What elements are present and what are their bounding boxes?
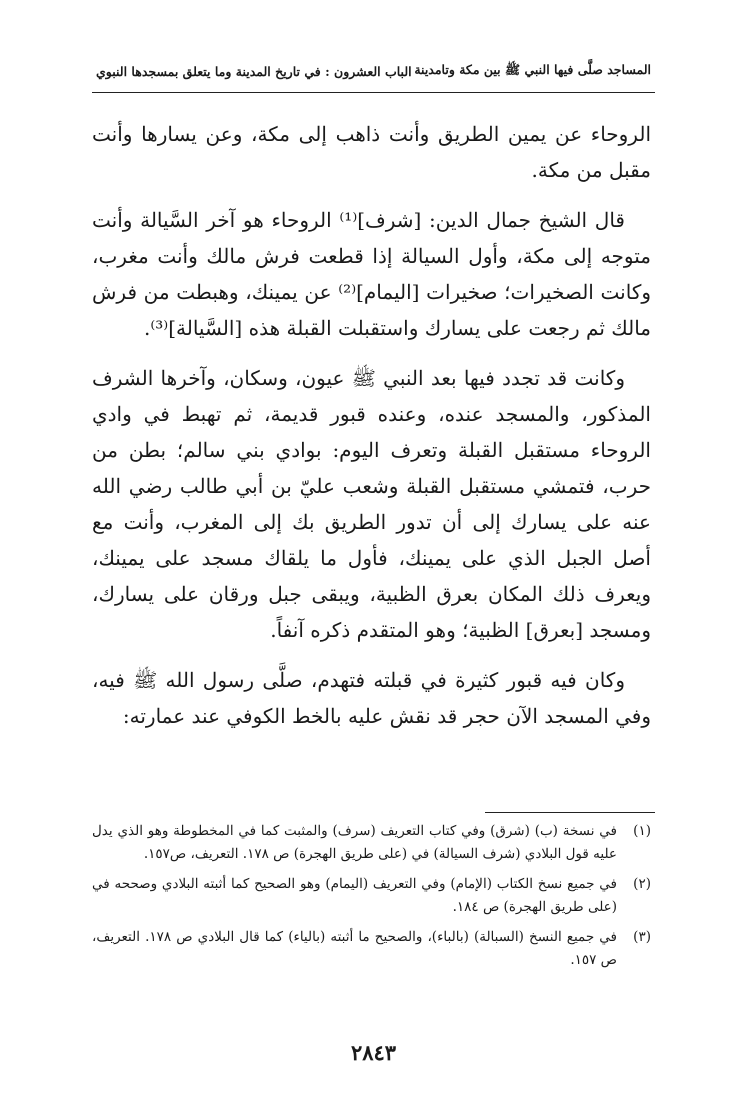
header-rule: [92, 92, 655, 93]
header-chapter-title: المساجد صلَّى فيها النبي ﷺ بين مكة وتامدينة: [414, 61, 651, 77]
footnote-text: في جميع النسخ (السبالة) (بالباء)، والصحيح ما أثبته (بالياء) كما قال البلادي ص ١٧٨. التعريف، ص ١٥٧.: [92, 929, 617, 968]
footnote-number: (١): [633, 823, 651, 839]
footnotes: [92, 820, 651, 979]
paragraph-1: الروحاء عن يمين الطريق وأنت ذاهب إلى مكة، وعن يسارها وأنت مقبل من مكة.: [92, 122, 651, 182]
footnote-1: [92, 820, 651, 866]
main-text: [92, 116, 651, 748]
running-header: [96, 58, 651, 84]
footnote-rule: [485, 812, 655, 813]
footnote-text: في جميع نسخ الكتاب (الإمام) وفي التعريف (اليمام) وهو الصحيح كما أثبته البلادي وصححه في (على طريق الهجرة) ص ١٨٤.: [92, 876, 618, 915]
footnote-text: في نسخة (ب) (شرق) وفي كتاب التعريف (سرف) والمثبت كما في المخطوطة وهو الذي يدل عليه قول البلادي (شرف السيالة) في (على طريق الهجرة) ص ١٧٨. التعريف، ص١٥٧.: [92, 823, 617, 862]
footnote-2: [92, 873, 651, 919]
paragraph-4: وكان فيه قبور كثيرة في قبلته فتهدم، صلَّى رسول الله ﷺ فيه، وفي المسجد الآن حجر قد نقش عليه بالخط الكوفي عند عمارته:: [92, 668, 651, 728]
header-section-title: الباب العشرون : في تاريخ المدينة وما يتعلق بمسجدها النبوي: [96, 63, 412, 79]
paragraph-2: قال الشيخ جمال الدين: [شرف]⁽¹⁾ الروحاء هو آخر السَّيالة وأنت متوجه إلى مكة، وأول السيالة إذا قطعت فرش مالك وأنت مغرب، وكانت الصخيرات؛ صخيرات [اليمام]⁽²⁾ عن يمينك، وهبطت من فرش مالك ثم رجعت على يسارك واستقبلت القبلة هذه [السَّيالة]⁽³⁾.: [92, 208, 651, 340]
paragraph-3: وكانت قد تجدد فيها بعد النبي ﷺ عيون، وسكان، وآخرها الشرف المذكور، والمسجد عنده، وعنده قبور قديمة، ثم تهبط في وادي الروحاء مستقبل القبلة وتعرف اليوم: بوادي بني سالم؛ بطن من حرب، فتمشي مستقبل القبلة وشعب عليّ بن أبي طالب رضي الله عنه على يسارك إلى أن تدور الطريق بك إلى المغرب، وأنت مع أصل الجبل الذي على يمينك، فأول ما يلقاك مسجد على يمينك، ويعرف ذلك المكان بعرق الظبية، ويبقى جبل ورقان على يسارك، ومسجد [بعرق] الظبية؛ وهو المتقدم ذكره آنفاً.: [92, 366, 651, 642]
footnote-number: (٢): [633, 876, 651, 892]
footnote-number: (٣): [633, 929, 651, 945]
page-number: ٢٨٤٣: [350, 1040, 397, 1065]
footnote-3: [92, 926, 651, 972]
